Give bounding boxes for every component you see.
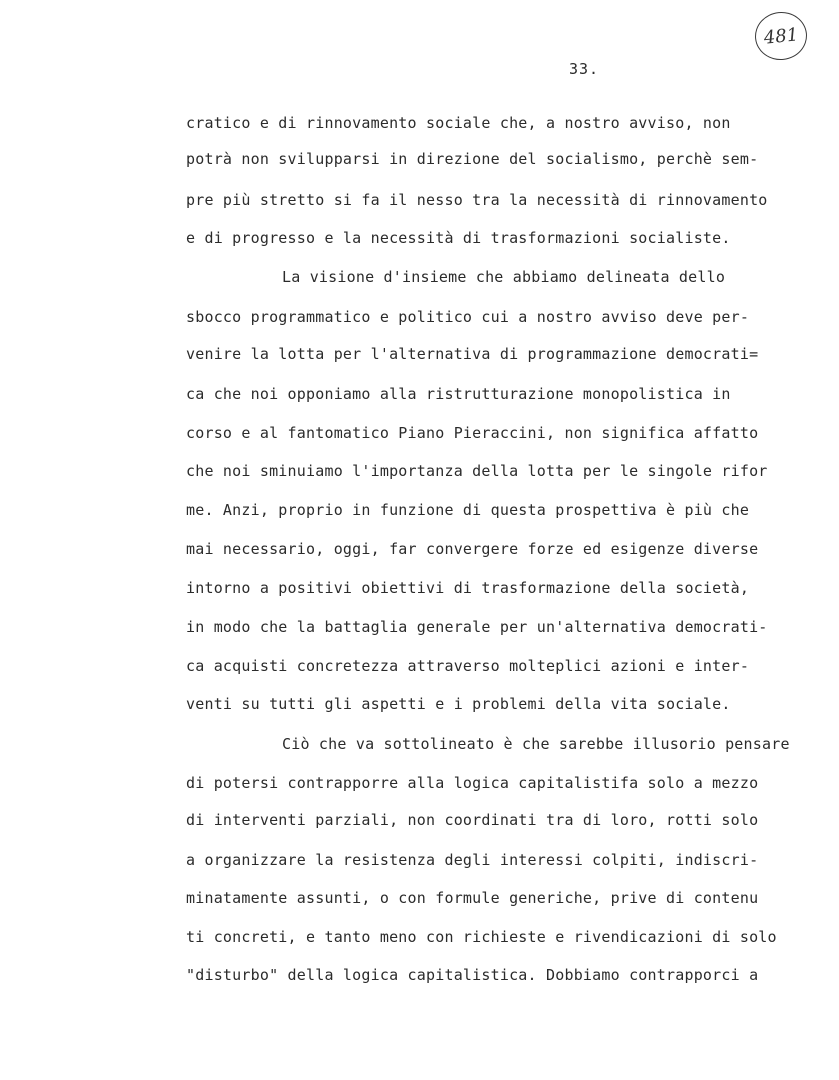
text-line: me. Anzi, proprio in funzione di questa prospettiva è più che: [186, 501, 750, 519]
text-line: corso e al fantomatico Piano Pieraccini, non significa affatto: [186, 424, 759, 442]
text-line: "disturbo" della logica capitalistica. Dobbiamo contrapporci a: [186, 966, 759, 984]
text-line: a organizzare la resistenza degli interessi colpiti, indiscri-: [186, 851, 759, 869]
text-line: venti su tutti gli aspetti e i problemi della vita sociale.: [186, 695, 731, 713]
text-line: minatamente assunti, o con formule generiche, prive di contenu: [186, 889, 759, 907]
text-line: intorno a positivi obiettivi di trasformazione della società,: [186, 579, 750, 597]
text-line: cratico e di rinnovamento sociale che, a nostro avviso, non: [186, 114, 731, 132]
text-line: ca acquisti concretezza attraverso molteplici azioni e inter-: [186, 657, 750, 675]
text-line: potrà non svilupparsi in direzione del socialismo, perchè sem-: [186, 150, 759, 168]
archive-number-stamp: 481: [753, 9, 810, 62]
text-line: pre più stretto si fa il nesso tra la necessità di rinnovamento: [186, 191, 768, 209]
text-line: sbocco programmatico e politico cui a nostro avviso deve per-: [186, 308, 750, 326]
text-line: Ciò che va sottolineato è che sarebbe illusorio pensare: [282, 735, 790, 753]
text-line: di interventi parziali, non coordinati tra di loro, rotti solo: [186, 811, 759, 829]
text-line: ca che noi opponiamo alla ristrutturazione monopolistica in: [186, 385, 731, 403]
text-line: venire la lotta per l'alternativa di programmazione democrati=: [186, 345, 759, 363]
text-line: di potersi contrapporre alla logica capitalistifa solo a mezzo: [186, 774, 759, 792]
text-line: La visione d'insieme che abbiamo delineata dello: [282, 268, 726, 286]
text-line: in modo che la battaglia generale per un'alternativa democrati-: [186, 618, 768, 636]
text-line: e di progresso e la necessità di trasformazioni socialiste.: [186, 229, 731, 247]
text-line: che noi sminuiamo l'importanza della lotta per le singole rifor: [186, 462, 768, 480]
page-number: 33.: [569, 60, 600, 78]
text-line: mai necessario, oggi, far convergere forze ed esigenze diverse: [186, 540, 759, 558]
text-line: ti concreti, e tanto meno con richieste e rivendicazioni di solo: [186, 928, 777, 946]
